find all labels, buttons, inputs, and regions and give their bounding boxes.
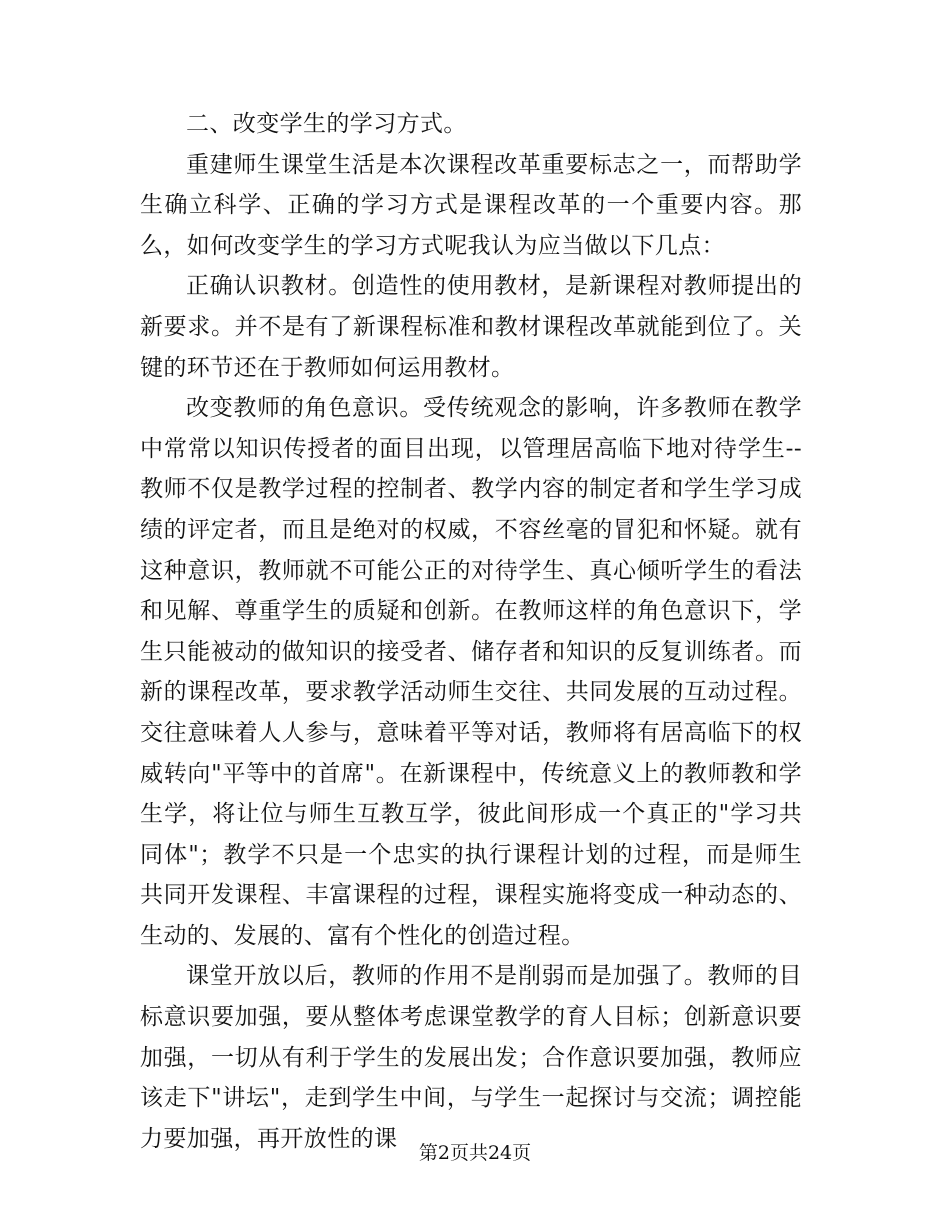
paragraph-textbook: 正确认识教材。创造性的使用教材，是新课程对教师提出的新要求。并不是有了新课程标准和教材课程改革就能到位了。关键的环节还在于教师如何运用教材。 (140, 273, 802, 381)
paragraph-teacher-role: 改变教师的角色意识。受传统观念的影响，许多教师在教学中常常以知识传授者的面目出现，以管理居高临下地对待学生--教师不仅是教学过程的控制者、教学内容的制定者和学生学习成绩的评定者，而且是绝对的权威，不容丝毫的冒犯和怀疑。就有这种意识，教师就不可能公正的对待学生、真心倾听学生的看法和见解、尊重学生的质疑和创新。在教师这样的角色意识下，学生只能被动的做知识的接受者、储存者和知识的反复训练者。而新的课程改革，要求教学活动师生交往、共同发展的互动过程。交往意味着人人参与，意味着平等对话，教师将有居高临下的权威转向"平等中的首席"。在新课程中，传统意义上的教师教和学生学，将让位与师生互教互学，彼此间形成一个真正的"学习共同体"；教学不只是一个忠实的执行课程计划的过程，而是师生共同开发课程、丰富课程的过程，课程实施将变成一种动态的、生动的、发展的、富有个性化的创造过程。 (140, 395, 802, 949)
page-number-footer: 第2页共24页 (418, 1142, 532, 1164)
paragraph-intro: 重建师生课堂生活是本次课程改革重要标志之一，而帮助学生确立科学、正确的学习方式是课程改革的一个重要内容。那么，如何改变学生的学习方式呢我认为应当做以下几点： (140, 151, 802, 259)
document-body (140, 104, 802, 1159)
paragraph-open-classroom: 课堂开放以后，教师的作用不是削弱而是加强了。教师的目标意识要加强，要从整体考虑课堂教学的育人目标；创新意识要加强，一切从有利于学生的发展出发；合作意识要加强，教师应该走下"讲坛"，走到学生中间，与学生一起探讨与交流；调控能力要加强，再开放性的课 (140, 963, 802, 1152)
section-heading: 二、改变学生的学习方式。 (186, 111, 467, 137)
